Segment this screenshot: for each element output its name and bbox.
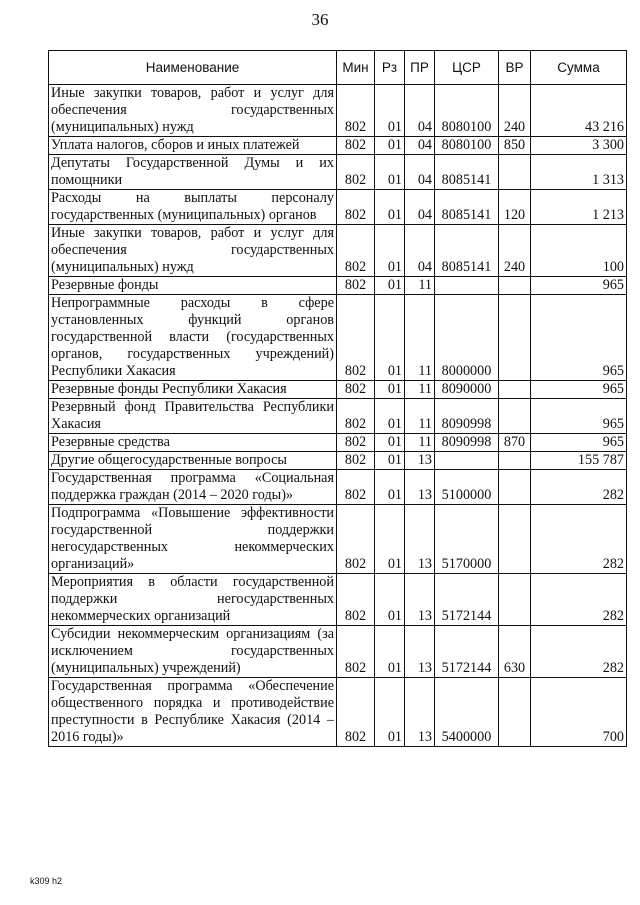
cell-pr: 13 xyxy=(405,626,435,678)
cell-rz: 01 xyxy=(375,399,405,434)
cell-vr: 120 xyxy=(499,190,531,225)
cell-min: 802 xyxy=(337,434,375,452)
cell-pr: 04 xyxy=(405,137,435,155)
cell-csr xyxy=(435,452,499,470)
header-min: Мин xyxy=(337,51,375,85)
cell-min: 802 xyxy=(337,225,375,277)
cell-vr xyxy=(499,678,531,747)
cell-vr: 630 xyxy=(499,626,531,678)
cell-sum: 965 xyxy=(531,434,627,452)
cell-pr: 13 xyxy=(405,678,435,747)
cell-name: Резервные фонды xyxy=(49,277,337,295)
cell-csr: 8000000 xyxy=(435,295,499,381)
cell-name: Резервные средства xyxy=(49,434,337,452)
cell-csr: 5170000 xyxy=(435,505,499,574)
cell-min: 802 xyxy=(337,190,375,225)
cell-sum: 282 xyxy=(531,626,627,678)
cell-pr: 11 xyxy=(405,399,435,434)
cell-vr: 870 xyxy=(499,434,531,452)
cell-vr xyxy=(499,277,531,295)
cell-csr: 8080100 xyxy=(435,85,499,137)
cell-sum: 965 xyxy=(531,399,627,434)
cell-name: Депутаты Государственной Думы и их помощники xyxy=(49,155,337,190)
table-row xyxy=(49,190,627,225)
cell-csr: 5172144 xyxy=(435,574,499,626)
cell-min: 802 xyxy=(337,505,375,574)
cell-pr: 11 xyxy=(405,295,435,381)
cell-vr: 240 xyxy=(499,85,531,137)
cell-sum: 155 787 xyxy=(531,452,627,470)
table-row xyxy=(49,155,627,190)
cell-sum: 282 xyxy=(531,574,627,626)
cell-rz: 01 xyxy=(375,277,405,295)
cell-pr: 04 xyxy=(405,85,435,137)
cell-rz: 01 xyxy=(375,137,405,155)
cell-csr: 8090998 xyxy=(435,434,499,452)
cell-min: 802 xyxy=(337,574,375,626)
cell-sum: 3 300 xyxy=(531,137,627,155)
cell-name: Уплата налогов, сборов и иных платежей xyxy=(49,137,337,155)
cell-pr: 11 xyxy=(405,434,435,452)
cell-rz: 01 xyxy=(375,678,405,747)
cell-rz: 01 xyxy=(375,434,405,452)
cell-sum: 1 313 xyxy=(531,155,627,190)
cell-name: Непрограммные расходы в сфере установленных функций органов государственной власти (государственных органов, государственных учреждений) Республики Хакасия xyxy=(49,295,337,381)
cell-sum: 700 xyxy=(531,678,627,747)
cell-vr xyxy=(499,381,531,399)
cell-csr: 5172144 xyxy=(435,626,499,678)
table-row xyxy=(49,137,627,155)
cell-name: Иные закупки товаров, работ и услуг для обеспечения государственных (муниципальных) нужд xyxy=(49,85,337,137)
table-row xyxy=(49,470,627,505)
cell-rz: 01 xyxy=(375,626,405,678)
cell-min: 802 xyxy=(337,626,375,678)
cell-pr: 04 xyxy=(405,190,435,225)
cell-rz: 01 xyxy=(375,452,405,470)
cell-csr: 8090000 xyxy=(435,381,499,399)
header-sum: Сумма xyxy=(531,51,627,85)
cell-pr: 13 xyxy=(405,574,435,626)
cell-name: Субсидии некоммерческим организациям (за исключением государственных (муниципальных) учреждений) xyxy=(49,626,337,678)
cell-min: 802 xyxy=(337,137,375,155)
cell-sum: 965 xyxy=(531,381,627,399)
cell-name: Резервный фонд Правительства Республики Хакасия xyxy=(49,399,337,434)
cell-csr: 8085141 xyxy=(435,225,499,277)
cell-vr xyxy=(499,155,531,190)
cell-name: Государственная программа «Социальная поддержка граждан (2014 – 2020 годы)» xyxy=(49,470,337,505)
cell-name: Расходы на выплаты персоналу государственных (муниципальных) органов xyxy=(49,190,337,225)
table-row xyxy=(49,277,627,295)
cell-min: 802 xyxy=(337,399,375,434)
cell-pr: 11 xyxy=(405,381,435,399)
header-row xyxy=(49,51,627,85)
table-row xyxy=(49,452,627,470)
table-header xyxy=(49,51,627,85)
cell-min: 802 xyxy=(337,678,375,747)
cell-csr: 8085141 xyxy=(435,155,499,190)
cell-rz: 01 xyxy=(375,381,405,399)
page-number: 36 xyxy=(311,10,329,29)
cell-name: Мероприятия в области государственной поддержки негосударственных некоммерческих организаций xyxy=(49,574,337,626)
table-row xyxy=(49,678,627,747)
cell-vr: 850 xyxy=(499,137,531,155)
budget-table xyxy=(48,50,627,747)
cell-csr: 8080100 xyxy=(435,137,499,155)
cell-pr: 13 xyxy=(405,452,435,470)
header-rz: Рз xyxy=(375,51,405,85)
cell-sum: 282 xyxy=(531,505,627,574)
cell-vr xyxy=(499,452,531,470)
cell-sum: 965 xyxy=(531,277,627,295)
table-row xyxy=(49,85,627,137)
cell-csr: 5400000 xyxy=(435,678,499,747)
cell-vr xyxy=(499,470,531,505)
cell-pr: 13 xyxy=(405,505,435,574)
cell-vr xyxy=(499,574,531,626)
cell-rz: 01 xyxy=(375,85,405,137)
cell-sum: 43 216 xyxy=(531,85,627,137)
cell-vr xyxy=(499,505,531,574)
cell-vr xyxy=(499,295,531,381)
cell-name: Другие общегосударственные вопросы xyxy=(49,452,337,470)
cell-name: Резервные фонды Республики Хакасия xyxy=(49,381,337,399)
cell-min: 802 xyxy=(337,470,375,505)
table-row xyxy=(49,505,627,574)
cell-name: Подпрограмма «Повышение эффективности государственной поддержки негосударственных некоммерческих организаций» xyxy=(49,505,337,574)
cell-sum: 282 xyxy=(531,470,627,505)
table-row xyxy=(49,434,627,452)
cell-min: 802 xyxy=(337,155,375,190)
header-vr: ВР xyxy=(499,51,531,85)
cell-sum: 965 xyxy=(531,295,627,381)
cell-vr xyxy=(499,399,531,434)
cell-rz: 01 xyxy=(375,295,405,381)
header-pr: ПР xyxy=(405,51,435,85)
cell-name: Иные закупки товаров, работ и услуг для обеспечения государственных (муниципальных) нужд xyxy=(49,225,337,277)
cell-pr: 13 xyxy=(405,470,435,505)
cell-min: 802 xyxy=(337,295,375,381)
table-row xyxy=(49,399,627,434)
cell-csr xyxy=(435,277,499,295)
cell-vr: 240 xyxy=(499,225,531,277)
header-name: Наименование xyxy=(49,51,337,85)
cell-pr: 04 xyxy=(405,155,435,190)
cell-rz: 01 xyxy=(375,470,405,505)
cell-csr: 5100000 xyxy=(435,470,499,505)
cell-pr: 11 xyxy=(405,277,435,295)
table-row xyxy=(49,295,627,381)
cell-rz: 01 xyxy=(375,225,405,277)
table-row xyxy=(49,626,627,678)
cell-rz: 01 xyxy=(375,574,405,626)
table-row xyxy=(49,574,627,626)
cell-name: Государственная программа «Обеспечение общественного порядка и противодействие преступности в Республике Хакасия (2014 – 2016 годы)» xyxy=(49,678,337,747)
table-body xyxy=(49,85,627,747)
cell-csr: 8085141 xyxy=(435,190,499,225)
cell-rz: 01 xyxy=(375,190,405,225)
cell-rz: 01 xyxy=(375,505,405,574)
table-row xyxy=(49,225,627,277)
table-row xyxy=(49,381,627,399)
cell-pr: 04 xyxy=(405,225,435,277)
cell-min: 802 xyxy=(337,381,375,399)
cell-rz: 01 xyxy=(375,155,405,190)
cell-min: 802 xyxy=(337,85,375,137)
cell-min: 802 xyxy=(337,452,375,470)
cell-csr: 8090998 xyxy=(435,399,499,434)
header-csr: ЦСР xyxy=(435,51,499,85)
cell-sum: 100 xyxy=(531,225,627,277)
cell-sum: 1 213 xyxy=(531,190,627,225)
footer-code: k309 h2 xyxy=(30,876,63,886)
cell-min: 802 xyxy=(337,277,375,295)
